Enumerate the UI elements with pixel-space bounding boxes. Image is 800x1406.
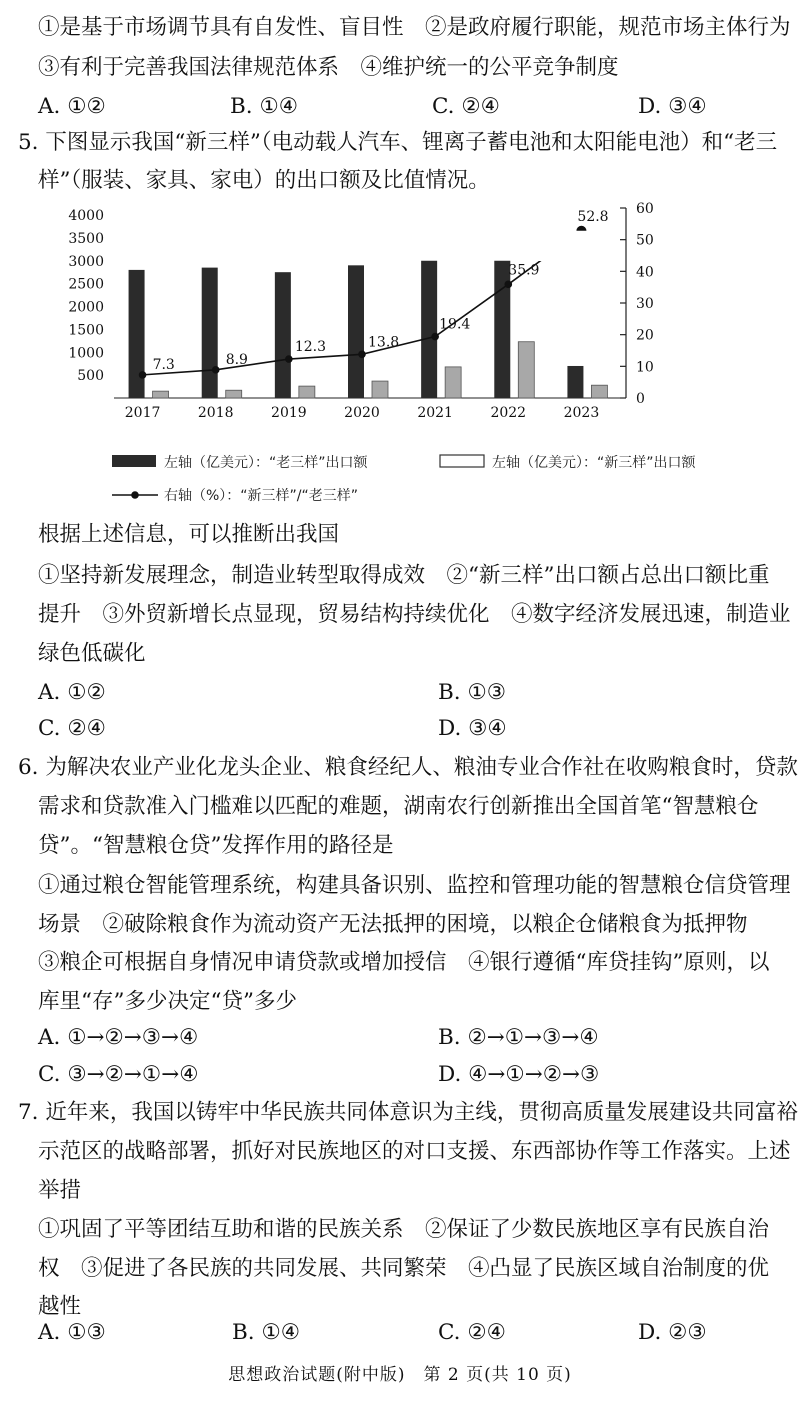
q7-option-c: C. ②④ xyxy=(438,1320,506,1345)
q7-statement-line-1: ①巩固了平等团结互助和谐的民族关系 ②保证了少数民族地区享有民族自治 xyxy=(38,1217,770,1242)
q5-stem-line-2: 样”（服装、家具、家电）的出口额及比值情况。 xyxy=(38,168,490,193)
x-tick-2017: 2017 xyxy=(124,405,161,421)
q4-options xyxy=(38,94,778,120)
ratio-label-2021: 19.4 xyxy=(439,316,471,333)
right-axis-tick-0: 0 xyxy=(636,391,645,407)
left-axis-tick-3500: 3500 xyxy=(68,230,104,247)
ratio-point-2022 xyxy=(504,281,512,289)
page-footer: 思想政治试题(附中版) 第 2 页(共 10 页) xyxy=(228,1365,572,1385)
x-tick-2022: 2022 xyxy=(490,405,527,421)
bar-old-2019 xyxy=(275,272,291,398)
x-tick-2021: 2021 xyxy=(417,405,453,421)
x-tick-2019: 2019 xyxy=(271,405,307,421)
bar-new-2019 xyxy=(299,386,315,398)
q7-stem-line-1: 7. 近年来，我国以铸牢中华民族共同体意识为主线，贯彻高质量发展建设共同富裕 xyxy=(18,1100,798,1125)
legend-line-marker xyxy=(131,491,139,499)
right-axis-tick-10: 10 xyxy=(636,359,654,376)
left-axis-tick-1000: 1000 xyxy=(68,345,104,362)
q6-statement-line-4: 库里“存”多少决定“贷”多少 xyxy=(38,989,297,1014)
q5-statement-line-2: 提升 ③外贸新增长点显现，贸易结构持续优化 ④数字经济发展迅速，制造业 xyxy=(38,602,791,627)
q4-option-c: C. ②④ xyxy=(432,94,500,119)
right-axis-tick-60: 60 xyxy=(636,201,654,217)
left-axis-tick-3000: 3000 xyxy=(68,253,104,270)
left-axis-tick-2000: 2000 xyxy=(68,299,104,316)
bar-new-2017 xyxy=(153,391,169,398)
q5-statement-line-1: ①坚持新发展理念，制造业转型取得成效 ②“新三样”出口额占总出口额比重 xyxy=(38,563,770,588)
right-axis-tick-50: 50 xyxy=(636,232,654,249)
q6-stem-line-2: 需求和贷款准入门槛难以匹配的难题，湖南农行创新推出全国首笔“智慧粮仓 xyxy=(38,794,759,819)
q6-statement-line-1: ①通过粮仓智能管理系统，构建具备识别、监控和管理功能的智慧粮仓信贷管理 xyxy=(38,873,791,898)
legend-old-label: 左轴（亿美元）：“老三样”出口额 xyxy=(164,455,368,471)
bar-new-2018 xyxy=(226,390,242,398)
q5-option-b: B. ①③ xyxy=(438,680,507,705)
q7-statement-line-2: 权 ③促进了各民族的共同发展、共同繁荣 ④凸显了民族区域自治制度的优 xyxy=(38,1256,770,1281)
q5-option-c: C. ②④ xyxy=(38,716,106,741)
ratio-label-2023: 52.8 xyxy=(577,208,609,225)
x-tick-2018: 2018 xyxy=(197,405,234,421)
q6-options-row-1 xyxy=(38,1025,778,1051)
q7-stem-line-2: 示范区的战略部署，抓好对民族地区的对口支援、东西部协作等工作落实。上述 xyxy=(38,1139,791,1164)
q6-statement-line-2: 场景 ②破除粮食作为流动资产无法抵押的困境，以粮企仓储粮食为抵押物 xyxy=(38,912,748,937)
q5-statement-line-3: 绿色低碳化 xyxy=(38,641,146,666)
legend-line-label: 右轴（%）：“新三样”/“老三样” xyxy=(164,488,359,504)
legend-old-swatch xyxy=(112,455,156,467)
ratio-label-2018: 8.9 xyxy=(225,351,248,368)
bar-new-2020 xyxy=(372,381,388,398)
left-axis-tick-2500: 2500 xyxy=(68,276,104,293)
left-axis-tick-500: 500 xyxy=(77,368,104,385)
ratio-point-2020 xyxy=(358,351,366,359)
ratio-point-2023 xyxy=(576,226,586,231)
q4-option-a: A. ①② xyxy=(38,94,106,119)
x-tick-2020: 2020 xyxy=(344,405,380,421)
q6-stem-line-1: 6. 为解决农业产业化龙头企业、粮食经纪人、粮油专业合作社在收购粮食时，贷款 xyxy=(18,755,798,780)
bar-old-2020 xyxy=(348,265,364,398)
q6-option-a: A. ①→②→③→④ xyxy=(38,1025,199,1050)
q5-stem-line-1: 5. 下图显示我国“新三样”（电动载人汽车、锂离子蓄电池和太阳能电池）和“老三 xyxy=(18,130,778,155)
ratio-label-2017: 7.3 xyxy=(152,356,175,373)
q6-option-d: D. ④→①→②→③ xyxy=(438,1062,600,1087)
q5-chart xyxy=(40,195,780,515)
bar-old-2017 xyxy=(129,270,145,398)
ratio-label-2019: 12.3 xyxy=(294,339,327,356)
right-axis-tick-40: 40 xyxy=(636,264,654,281)
ratio-label-2020: 13.8 xyxy=(368,334,400,351)
q6-option-b: B. ②→①→③→④ xyxy=(438,1025,599,1050)
bar-new-2023 xyxy=(591,385,607,398)
legend-new-label: 左轴（亿美元）：“新三样”出口额 xyxy=(492,455,696,471)
q7-option-d: D. ②③ xyxy=(638,1320,707,1345)
chart-svg xyxy=(40,195,780,515)
q6-statement-line-3: ③粮企可根据自身情况申请贷款或增加授信 ④银行遵循“库贷挂钩”原则，以 xyxy=(38,950,770,975)
right-axis-tick-20: 20 xyxy=(636,327,654,344)
q7-option-b: B. ①④ xyxy=(232,1320,301,1345)
bar-new-2022 xyxy=(518,342,534,398)
left-axis-tick-1500: 1500 xyxy=(68,322,104,339)
left-axis-tick-4000: 4000 xyxy=(68,208,104,224)
ratio-point-2018 xyxy=(212,366,220,374)
q6-option-c: C. ③→②→①→④ xyxy=(38,1062,199,1087)
q7-option-a: A. ①③ xyxy=(38,1320,106,1345)
bar-old-2023 xyxy=(567,366,583,398)
q7-statement-line-3: 越性 xyxy=(38,1294,82,1319)
bar-old-2021 xyxy=(421,261,437,398)
q5-prompt: 根据上述信息，可以推断出我国 xyxy=(38,522,340,547)
legend-new-swatch xyxy=(440,455,484,467)
x-tick-2023: 2023 xyxy=(563,405,600,421)
q4-option-b: B. ①④ xyxy=(230,94,299,119)
q4-statement-line-2: ③有利于完善我国法律规范体系 ④维护统一的公平竞争制度 xyxy=(38,55,619,80)
q5-options-row-2 xyxy=(38,716,778,742)
q7-stem-line-3: 举措 xyxy=(38,1178,82,1203)
ratio-point-2021 xyxy=(431,333,439,341)
q7-options xyxy=(38,1320,778,1346)
q6-stem-line-3: 贷”。“智慧粮仓贷”发挥作用的路径是 xyxy=(38,833,394,858)
bar-old-2018 xyxy=(202,268,218,398)
q5-option-d: D. ③④ xyxy=(438,716,507,741)
ratio-point-2019 xyxy=(285,355,293,363)
q5-option-a: A. ①② xyxy=(38,680,106,705)
q5-options-row-1 xyxy=(38,680,778,706)
q6-options-row-2 xyxy=(38,1062,778,1088)
ratio-point-2017 xyxy=(139,371,147,379)
ratio-label-2022: 35.9 xyxy=(508,262,540,279)
right-axis-tick-30: 30 xyxy=(636,296,654,312)
q4-statement-line-1: ①是基于市场调节具有自发性、盲目性 ②是政府履行职能，规范市场主体行为 xyxy=(38,15,791,40)
q4-option-d: D. ③④ xyxy=(638,94,707,119)
bar-new-2021 xyxy=(445,367,461,398)
